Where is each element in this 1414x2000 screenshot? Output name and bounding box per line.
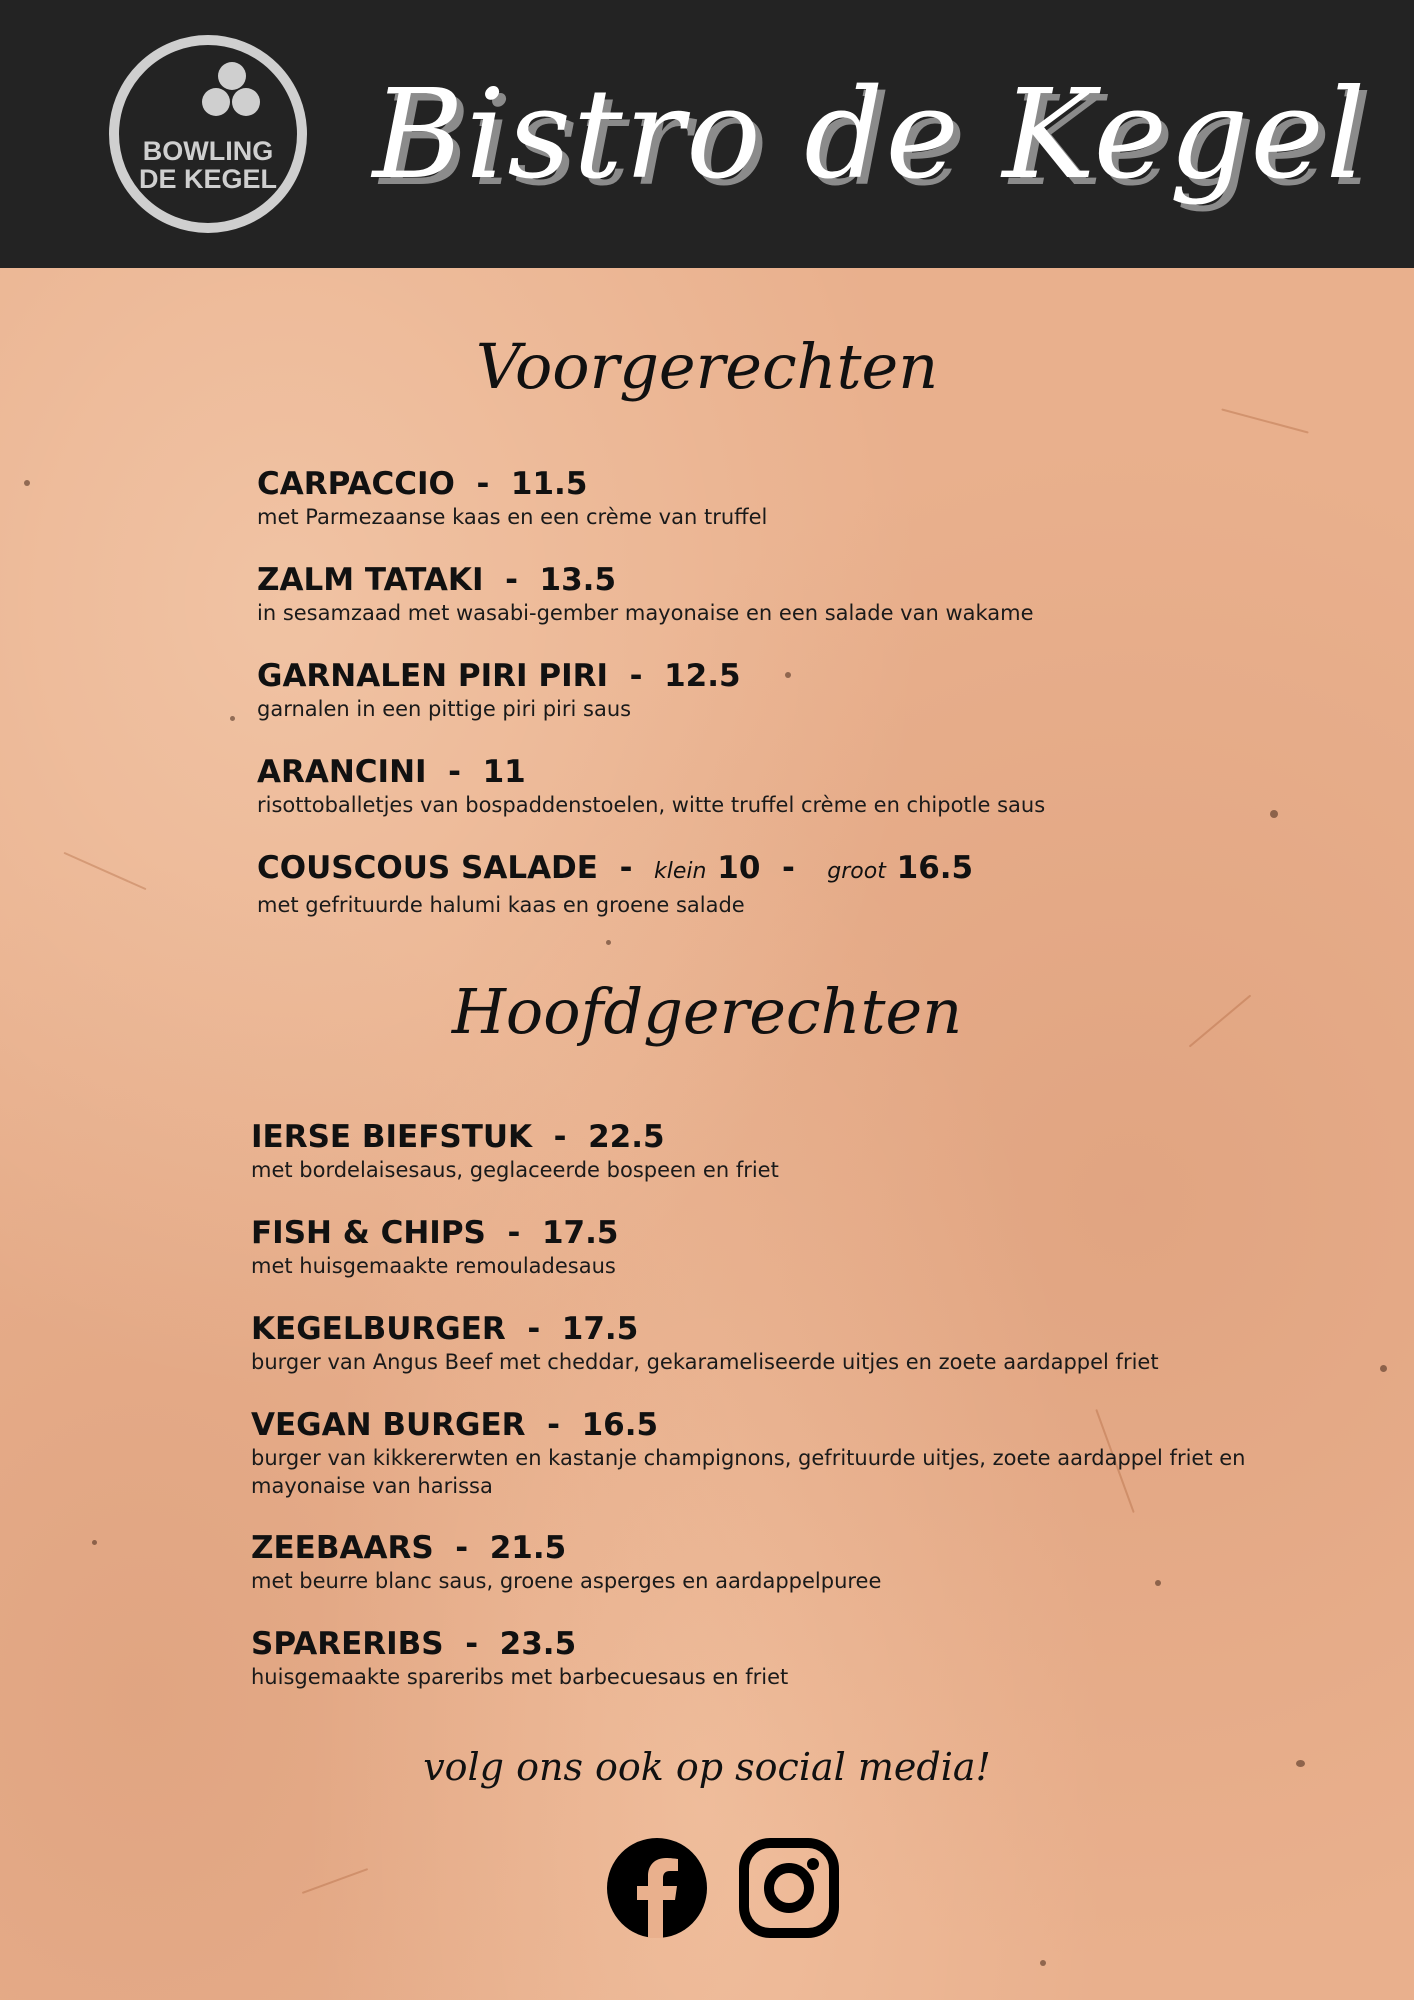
size-label-large: groot (827, 859, 886, 884)
dish-description: burger van Angus Beef met cheddar, gekarameliseerde uitjes en zoete aardappel friet (251, 1350, 1159, 1374)
paper-fleck (24, 480, 30, 486)
dish-name-line: KEGELBURGER - 17.5 (251, 1311, 639, 1347)
dish-description: met gefrituurde halumi kaas en groene salade (257, 893, 745, 917)
dish-price-large: 16.5 (896, 850, 974, 886)
dish-name: VEGAN BURGER (251, 1407, 526, 1443)
dish-description: met Parmezaanse kaas en een crème van truffel (257, 505, 768, 529)
dish-name-line: ZEEBAARS - 21.5 (251, 1530, 567, 1566)
logo-line-2: DE KEGEL (138, 164, 278, 194)
header-bar (0, 0, 1414, 268)
social-icons (607, 1838, 839, 1938)
menu-item (251, 1310, 1371, 1376)
dish-name: KEGELBURGER (251, 1311, 506, 1347)
dish-price: 23.5 (499, 1626, 577, 1662)
dish-name-line: ARANCINI - 11 (257, 754, 526, 790)
instagram-icon[interactable] (739, 1838, 839, 1938)
dish-description: burger van kikkererwten en kastanje champignons, gefrituurde uitjes, zoete aardappel friet en mayonaise van harissa (251, 1446, 1246, 1498)
menu-item (257, 753, 1377, 819)
paper-fleck (1040, 1960, 1046, 1966)
dish-name-line: GARNALEN PIRI PIRI - 12.5 (257, 658, 741, 694)
section-title-hoofdgerechten: Hoofdgerechten (451, 975, 963, 1048)
dish-description: huisgemaakte spareribs met barbecuesaus en friet (251, 1665, 789, 1689)
logo-line-1: BOWLING (142, 136, 274, 166)
paper-fleck (606, 940, 611, 945)
paper-fleck (92, 1540, 97, 1545)
dish-price: 13.5 (539, 562, 617, 598)
dish-name: CARPACCIO (257, 466, 455, 502)
dish-name: ZEEBAARS (251, 1530, 434, 1566)
page-title: Bistro de Kegel (372, 63, 1368, 207)
dish-name-line: ZALM TATAKI - 13.5 (257, 562, 617, 598)
paper-fleck (230, 716, 235, 721)
dish-price: 11.5 (510, 466, 588, 502)
dish-price: 16.5 (581, 1407, 659, 1443)
dish-description: risottoballetjes van bospaddenstoelen, witte truffel crème en chipotle saus (257, 793, 1046, 817)
social-media-text: volg ons ook op social media! (423, 1745, 991, 1789)
size-label-small: klein (654, 859, 707, 884)
menu-item (251, 1625, 1371, 1691)
facebook-icon[interactable] (607, 1838, 707, 1938)
dish-name-line: VEGAN BURGER - 16.5 (251, 1407, 659, 1443)
menu-item (257, 657, 1377, 723)
dish-name-line: SPARERIBS - 23.5 (251, 1626, 577, 1662)
menu-item (257, 849, 1377, 919)
menu-item (251, 1118, 1371, 1184)
dish-price: 17.5 (561, 1311, 639, 1347)
dish-name-line: IERSE BIEFSTUK - 22.5 (251, 1119, 665, 1155)
dish-price: 12.5 (664, 658, 741, 694)
section-title-voorgerechten: Voorgerechten (475, 330, 939, 403)
dish-description: met bordelaisesaus, geglaceerde bospeen en friet (251, 1158, 779, 1182)
dish-name-line: FISH & CHIPS - 17.5 (251, 1215, 619, 1251)
menu-item (251, 1529, 1371, 1595)
menu-item (257, 561, 1377, 627)
dish-name: SPARERIBS (251, 1626, 444, 1662)
dish-name: GARNALEN PIRI PIRI (257, 658, 609, 694)
dish-name: ARANCINI (257, 754, 427, 790)
paper-fiber (63, 852, 146, 890)
dish-price: 22.5 (588, 1119, 665, 1155)
dish-name-line: CARPACCIO - 11.5 (257, 466, 588, 502)
menu-item (251, 1406, 1371, 1500)
paper-fiber (302, 1868, 368, 1894)
dish-name: FISH & CHIPS (251, 1215, 486, 1251)
dish-price: 11 (482, 754, 526, 790)
dish-description: met huisgemaakte remouladesaus (251, 1254, 616, 1278)
dish-name: COUSCOUS SALADE (257, 850, 598, 886)
dish-description: in sesamzaad met wasabi-gember mayonaise en een salade van wakame (257, 601, 1034, 625)
dish-name: ZALM TATAKI (257, 562, 484, 598)
paper-fiber (1221, 408, 1308, 433)
dish-name: IERSE BIEFSTUK (251, 1119, 533, 1155)
dish-price: 17.5 (541, 1215, 619, 1251)
dish-price-small: 10 (717, 850, 761, 886)
dish-name-line: COUSCOUS SALADE - klein 10 - groot 16.5 (257, 850, 974, 886)
paper-fleck (1380, 1365, 1387, 1372)
bowling-logo (106, 32, 310, 236)
dish-description: met beurre blanc saus, groene asperges en aardappelpuree (251, 1569, 882, 1593)
dish-description: garnalen in een pittige piri piri saus (257, 697, 632, 721)
dish-price: 21.5 (489, 1530, 567, 1566)
menu-item (251, 1214, 1371, 1280)
menu-item (257, 465, 1377, 531)
